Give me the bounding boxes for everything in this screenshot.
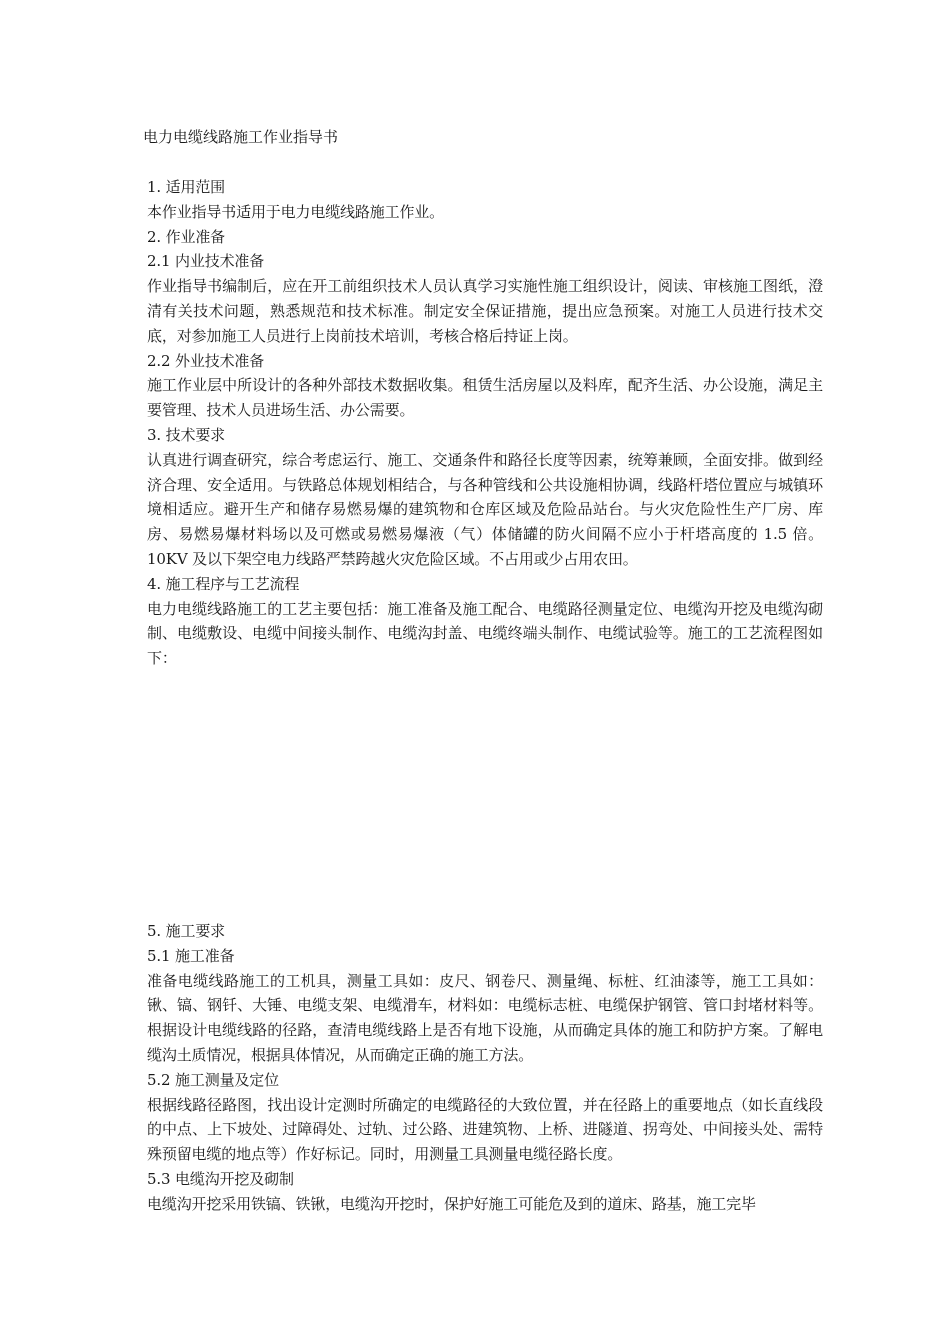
document-title: 电力电缆线路施工作业指导书 — [143, 128, 339, 146]
paragraph-construction-preparation: 准备电缆线路施工的工机具，测量工具如：皮尺、钢卷尺、测量绳、标桩、红油漆等，施工工具如：锹、镐、钢钎、大锤、电缆支架、电缆滑车，材料如：电缆标志桩、电缆保护钢管、管口封堵材料等。根据设计电缆线路的径路，查清电缆线路上是否有地下设施，从而确定具体的施工和防护方案。了解电缆沟土质情况，根据具体情况，从而确定正确的施工方法。 — [147, 971, 823, 1064]
paragraph-internal-preparation: 作业指导书编制后，应在开工前组织技术人员认真学习实施性施工组织设计，阅读、审核施工图纸，澄清有关技术问题，熟悉规范和技术标准。制定安全保证措施，提出应急预案。对施工人员进行技术交底，对参加施工人员进行上岗前技术培训，考核合格后持证上岗。 — [147, 277, 823, 345]
subsection-heading-2-2: 2.2 外业技术准备 — [147, 351, 265, 370]
paragraph-external-preparation: 施工作业层中所设计的各种外部技术数据收集。租赁生活房屋以及料库，配齐生活、办公设施，满足主要管理、技术人员进场生活、办公需要。 — [147, 376, 823, 420]
section-heading-1: 1. 适用范围 — [147, 178, 226, 196]
section-heading-2: 2. 作业准备 — [147, 227, 226, 246]
paragraph-technical-requirements: 认真进行调查研究，综合考虑运行、施工、交通条件和路径长度等因素，统筹兼顾，全面安排。做到经济合理、安全适用。与铁路总体规划相结合，与各种管线和公共设施相协调，线路杆塔位置应与城镇环境相适应。避开生产和储存易燃易爆的建筑物和仓库区域及危险品站台。与火灾危险性生产厂房、库房、易燃易爆材料场以及可燃或易燃易爆液（气）体储罐的防火间隔不应小于杆塔高度的 1.5 倍。10KV 及以下架空电力线路严禁跨越火灾危险区域。不占用或少占用农田。 — [147, 450, 823, 568]
section-heading-3: 3. 技术要求 — [147, 425, 226, 444]
paragraph-trench-excavation: 电缆沟开挖采用铁镐、铁锹，电缆沟开挖时，保护好施工可能危及到的道床、路基，施工完毕 — [147, 1194, 756, 1213]
section-heading-5: 5. 施工要求 — [147, 921, 226, 940]
section-heading-4: 4. 施工程序与工艺流程 — [147, 574, 300, 593]
subsection-heading-5-1: 5.1 施工准备 — [147, 946, 235, 965]
subsection-heading-5-2: 5.2 施工测量及定位 — [147, 1070, 279, 1089]
document-page — [143, 126, 823, 1217]
flowchart-placeholder — [143, 671, 823, 919]
paragraph-scope: 本作业指导书适用于电力电缆线路施工作业。 — [147, 202, 445, 221]
subsection-heading-5-3: 5.3 电缆沟开挖及砌制 — [147, 1169, 294, 1188]
subsection-heading-2-1: 2.1 内业技术准备 — [147, 252, 265, 271]
paragraph-survey-positioning: 根据线路径路图，找出设计定测时所确定的电缆路径的大致位置，并在径路上的重要地点（如长直线段的中点、上下坡处、过障碍处、过轨、过公路、进建筑物、上桥、进隧道、拐弯处、中间接头处、需特殊预留电缆的地点等）作好标记。同时，用测量工具测量电缆径路长度。 — [147, 1095, 823, 1164]
paragraph-process-flow: 电力电缆线路施工的工艺主要包括：施工准备及施工配合、电缆路径测量定位、电缆沟开挖及电缆沟砌制、电缆敷设、电缆中间接头制作、电缆沟封盖、电缆终端头制作、电缆试验等。施工的工艺流程图如下： — [147, 599, 823, 668]
